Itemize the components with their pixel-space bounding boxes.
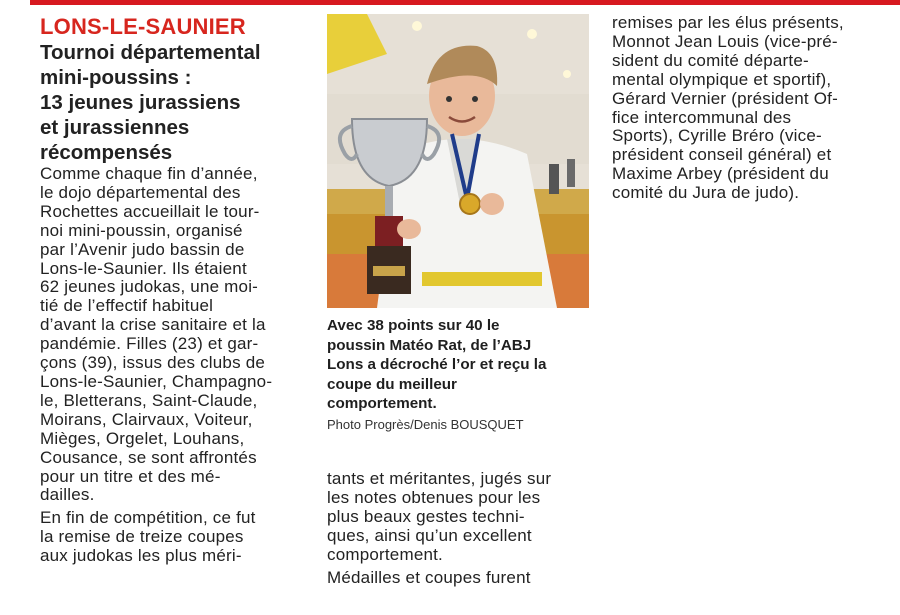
body-paragraph-5: remises par les élus présents, Monnot Jean Louis (vice-pré- sident du comité départe- mental olympique et sportif), Gérard Vernier (président Of- fice intercommunal des Sports), Cyrille Bréro (vice- président conseil général) et Maxime Arbey (président du comité du Jura de judo). [612,13,844,203]
photo-credit: Photo Progrès/Denis BOUSQUET [327,416,524,432]
article-column-1 [40,14,305,566]
article-headline: Tournoi départemental mini-poussins : 13 jeunes jurassiens et jurassiennes récompensés [40,41,261,164]
article-photo [327,14,589,308]
body-paragraph-4: Médailles et coupes furent [327,567,531,587]
article-column-3 [612,14,882,203]
photo-caption: Avec 38 points sur 40 le poussin Matéo Rat, de l’ABJ Lons a décroché l’or et reçu la coupe du meilleur comportement. [327,317,547,412]
article-column-2 [327,14,592,433]
section-label: LONS-LE-SAUNIER [40,14,246,39]
body-paragraph-3: tants et méritantes, jugés sur les notes obtenues pour les plus beaux gestes techni- ques, ainsi qu’un excellent comportement. [327,469,552,564]
body-paragraph-2: En fin de compétition, ce fut la remise de treize coupes aux judokas les plus méri- [40,508,256,566]
body-paragraph-1: Comme chaque fin d’année, le dojo départemental des Rochettes accueillait le tour- noi mini-poussin, organisé par l’Avenir judo bassin de Lons-le-Saunier. Ils étaient 62 jeunes judokas, une moi- tié de l’effectif habituel d’avant la crise sanitaire et la pandémie. Filles (23) et gar- çons (39), issus des clubs de Lons-le-Saunier, Champagno- le, Bletterans, Saint-Claude, Moirans, Clairvaux, Voiteur, Mièges, Orgelet, Louhans, Cousance, se sont affrontés pour un titre et des mé- dailles. [40,164,273,505]
article-column-2-text [327,470,592,587]
top-red-rule [30,0,900,5]
judo-boy-photo [327,14,589,308]
